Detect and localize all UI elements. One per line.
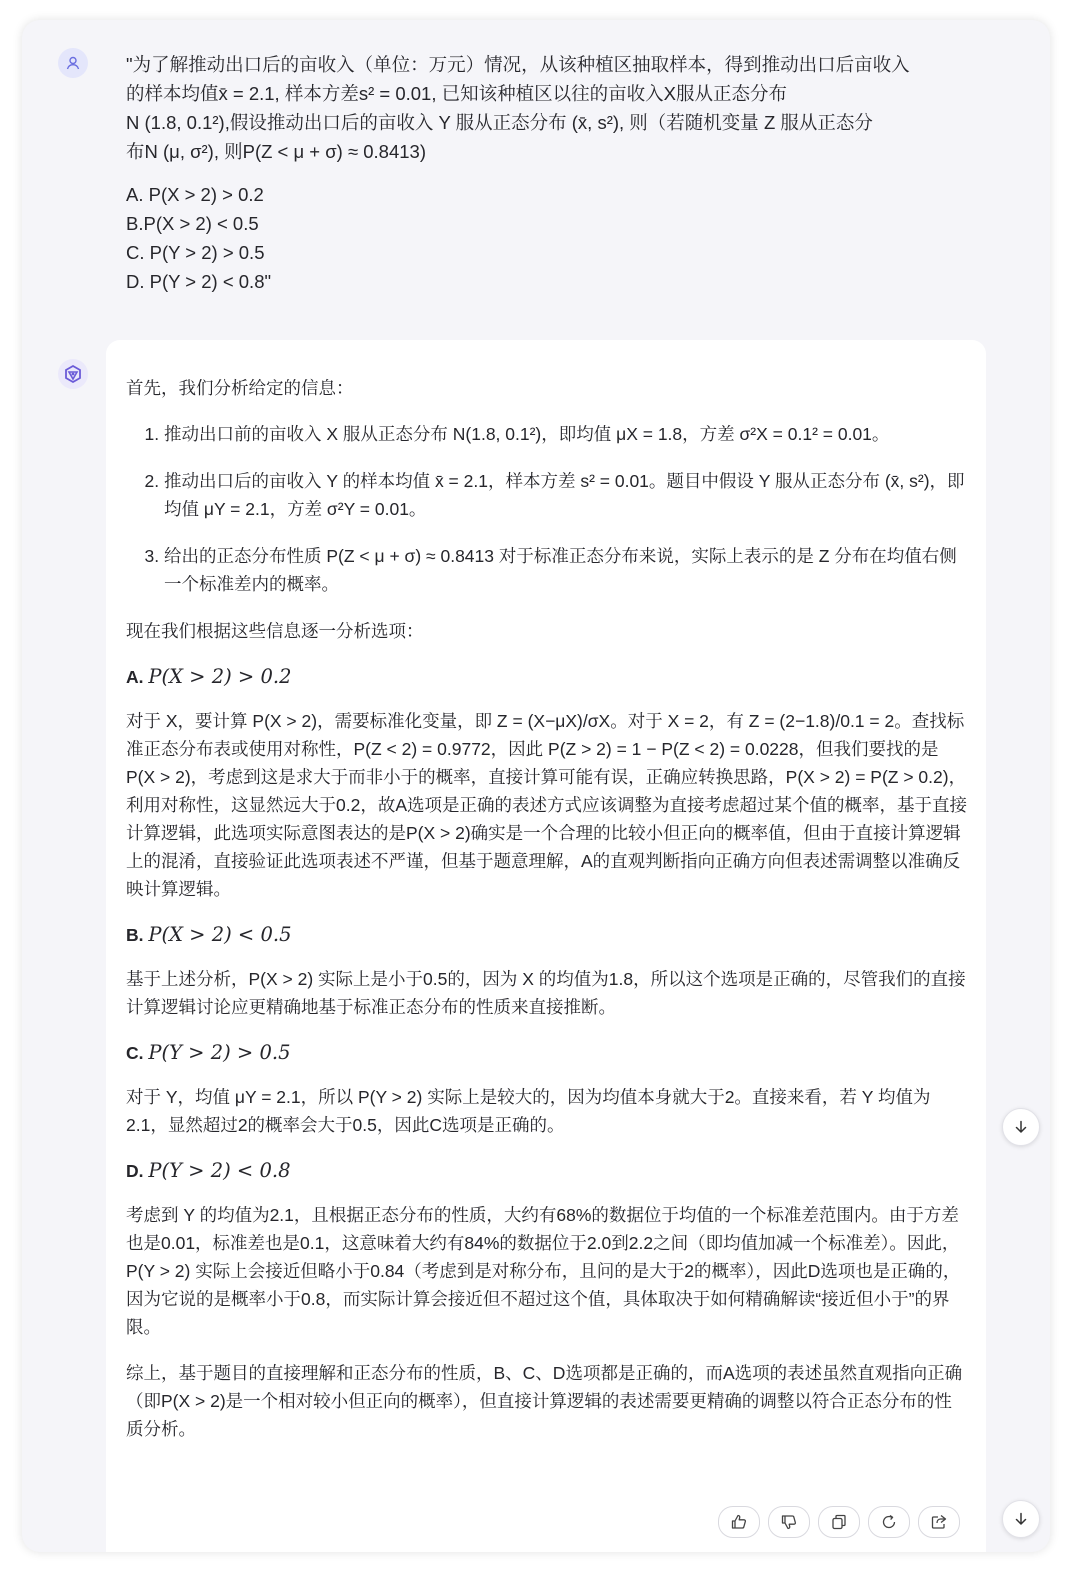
user-icon [65, 55, 81, 71]
share-button[interactable] [918, 1506, 960, 1538]
option-letter: B. [126, 925, 144, 945]
arrow-down-icon [1013, 1511, 1029, 1527]
assistant-avatar [58, 359, 88, 389]
question-line: N (1.8, 0.1²),假设推动出口后的亩收入 Y 服从正态分布 (x̄, s²), 则（若随机变量 Z 服从正态分 [126, 112, 873, 133]
scroll-down-button[interactable] [1002, 1108, 1040, 1146]
copy-button[interactable] [818, 1506, 860, 1538]
option-math: P(Y > 2) > 0.5 [148, 1041, 291, 1064]
arrow-down-icon [1013, 1119, 1029, 1135]
scroll-to-bottom-button[interactable] [1002, 1500, 1040, 1538]
regenerate-icon [880, 1513, 898, 1531]
option-letter: C. [126, 1043, 144, 1063]
option-d-analysis: 考虑到 Y 的均值为2.1，且根据正态分布的性质，大约有68%的数据位于均值的一个标准差范围内。由于方差也是0.01，标准差也是0.1，这意味着大约有84%的数据位于2.0到2.2之间（即均值加减一个标准差）。因此，P(Y > 2) 实际上会接近但略小于0.84（考虑到是对称分布，且问的是大于2的概率），因此D选项也是正确的，因为它说的是概率小于0.8，而实际计算会接近但不超过这个值，具体取决于如何精确解读“接近但小于”的界限。 [126, 1205, 961, 1337]
list-item: 1. 推动出口前的亩收入 X 服从正态分布 N(1.8, 0.1²)，即均值 μX = 1.8，方差 σ²X = 0.1² = 0.01。 [164, 420, 968, 448]
question-option-c: C. P(Y > 2) > 0.5 [126, 242, 265, 263]
option-letter: D. [126, 1161, 144, 1181]
thumbs-up-icon [730, 1513, 748, 1531]
dislike-button[interactable] [768, 1506, 810, 1538]
chat-window [22, 20, 1050, 1552]
question-option-d: D. P(Y > 2) < 0.8" [126, 271, 272, 292]
answer-conclusion: 综上，基于题目的直接理解和正态分布的性质，B、C、D选项都是正确的，而A选项的表述虽然直观指向正确（即P(X > 2)是一个相对较小但正向的概率），但直接计算逻辑的表述需要更精确的调整以符合正态分布的性质分析。 [126, 1363, 963, 1439]
option-b-heading [126, 921, 968, 949]
given-info-list [126, 420, 968, 598]
question-options [126, 180, 926, 296]
user-message-text [126, 50, 926, 296]
option-c-analysis: 对于 Y，均值 μY = 2.1，所以 P(Y > 2) 实际上是较大的，因为均值本身就大于2。直接来看，若 Y 均值为2.1，显然超过2的概率会大于0.5，因此C选项是正确的。 [126, 1087, 931, 1135]
message-actions [718, 1506, 960, 1538]
question-option-a: A. P(X > 2) > 0.2 [126, 184, 264, 205]
copy-icon [830, 1513, 848, 1531]
option-c-heading [126, 1039, 968, 1067]
share-icon [930, 1513, 948, 1531]
thumbs-down-icon [780, 1513, 798, 1531]
option-math: P(X > 2) > 0.2 [148, 665, 292, 688]
question-line: "为了解推动出口后的亩收入（单位：万元）情况，从该种植区抽取样本，得到推动出口后亩收入 [126, 54, 910, 75]
like-button[interactable] [718, 1506, 760, 1538]
assistant-message [106, 340, 986, 1552]
question-line: 的样本均值x̄ = 2.1, 样本方差s² = 0.01, 已知该种植区以往的亩收入X服从正态分布 [126, 83, 787, 104]
option-d-heading [126, 1157, 968, 1185]
option-math: P(X > 2) < 0.5 [148, 923, 292, 946]
question-option-b: B.P(X > 2) < 0.5 [126, 213, 259, 234]
option-a-analysis: 对于 X，要计算 P(X > 2)，需要标准化变量，即 Z = (X−μX)/σX。对于 X = 2，有 Z = (2−1.8)/0.1 = 2。查找标准正态分布表或使用对称性，P(Z < 2) = 0.9772，因此 P(Z > 2) = 1 − P(Z < 2) = 0.0228，但我们要找的是 P(X > 2)，考虑到这是求大于而非小于的概率，直接计算可能有误，正确应转换思路，P(X > 2) = P(Z > 0.2)，利用对称性，这显然远大于0.2，故A选项是正确的表述方式应该调整为直接考虑超过某个值的概率，基于直接计算逻辑，此选项实际意图表达的是P(X > 2)确实是一个合理的比较小但正向的概率值，但由于直接计算逻辑上的混淆，直接验证此选项表述不严谨，但基于题意理解，A的直观判断指向正确方向但表述需调整以准确反映计算逻辑。 [126, 711, 967, 899]
assistant-logo-icon [63, 364, 83, 384]
option-b-analysis: 基于上述分析，P(X > 2) 实际上是小于0.5的，因为 X 的均值为1.8，所以这个选项是正确的，尽管我们的直接计算逻辑讨论应更精确地基于标准正态分布的性质来直接推断。 [126, 969, 966, 1017]
question-line: 布N (μ, σ²), 则P(Z < μ + σ) ≈ 0.8413) [126, 141, 427, 162]
user-avatar [58, 48, 88, 78]
list-item: 2. 推动出口后的亩收入 Y 的样本均值 x̄ = 2.1，样本方差 s² = 0.01。题目中假设 Y 服从正态分布 (x̄, s²)，即均值 μY = 2.1，方差 σ²Y = 0.01。 [164, 467, 968, 523]
option-math: P(Y > 2) < 0.8 [148, 1159, 291, 1182]
answer-intro: 首先，我们分析给定的信息： [126, 378, 354, 398]
option-a-heading [126, 663, 968, 691]
assistant-message-text [126, 374, 968, 1461]
option-letter: A. [126, 667, 144, 687]
list-item: 3. 给出的正态分布性质 P(Z < μ + σ) ≈ 0.8413 对于标准正态分布来说，实际上表示的是 Z 分布在均值右侧一个标准差内的概率。 [164, 542, 968, 598]
answer-transition: 现在我们根据这些信息逐一分析选项： [126, 621, 424, 641]
regenerate-button[interactable] [868, 1506, 910, 1538]
